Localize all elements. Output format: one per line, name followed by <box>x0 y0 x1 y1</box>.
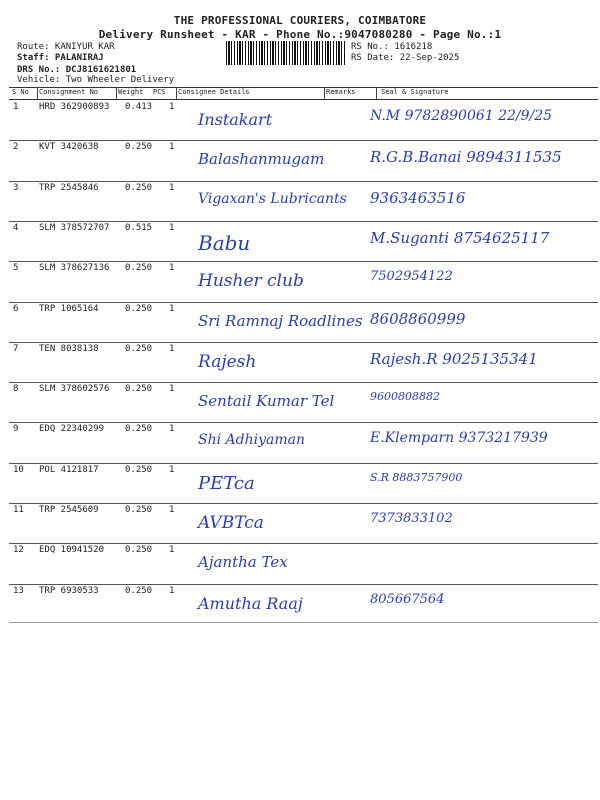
consignee-handwriting: Rajesh <box>198 351 257 372</box>
col-consignee: Consignee Details <box>178 88 250 96</box>
signature-handwriting: 7373833102 <box>370 511 453 526</box>
table-row <box>0 344 600 384</box>
table-row <box>0 384 600 424</box>
row-sno: 7 <box>13 343 19 354</box>
consignee-handwriting: Vigaxan's Lubricants <box>198 190 347 207</box>
row-sno: 9 <box>13 424 19 435</box>
row-pcs: 1 <box>169 303 175 314</box>
rs-date: RS Date: 22-Sep-2025 <box>351 53 460 63</box>
table-bottom-rule <box>9 622 598 623</box>
row-pcs: 1 <box>169 343 175 354</box>
table-row <box>0 102 600 142</box>
row-consignment-no: EDQ 22340299 <box>39 424 105 435</box>
row-consignment-no: TRP 1065164 <box>39 303 99 314</box>
table-row <box>0 223 600 263</box>
signature-handwriting: N.M 9782890061 22/9/25 <box>370 108 553 124</box>
table-row <box>0 304 600 344</box>
signature-handwriting: 8608860999 <box>370 309 466 328</box>
row-pcs: 1 <box>169 142 175 153</box>
consignee-handwriting: Balashanmugam <box>198 150 325 169</box>
row-divider <box>9 181 598 182</box>
table-row <box>0 142 600 182</box>
signature-handwriting: 9363463516 <box>370 188 466 207</box>
table-row <box>0 183 600 223</box>
table-row <box>0 505 600 545</box>
row-divider <box>9 584 598 585</box>
consignee-handwriting: AVBTca <box>198 513 264 533</box>
table-row <box>0 424 600 464</box>
consignee-handwriting: Amutha Raaj <box>198 593 303 613</box>
row-weight: 0.250 <box>125 464 153 475</box>
row-pcs: 1 <box>169 464 175 475</box>
col-weight: Weight <box>118 88 144 96</box>
row-pcs: 1 <box>169 263 175 274</box>
col-remarks: Remarks <box>326 88 356 96</box>
row-consignment-no: EDQ 10941520 <box>39 545 105 556</box>
row-sno: 1 <box>13 102 19 112</box>
consignee-handwriting: PETca <box>198 472 255 494</box>
table-row <box>0 465 600 505</box>
row-consignment-no: TRP 2545609 <box>39 505 99 515</box>
row-weight: 0.250 <box>125 343 153 354</box>
row-weight: 0.515 <box>125 222 153 233</box>
runsheet-subtitle: Delivery Runsheet - KAR - Phone No.:9047080280 - Page No.:1 <box>98 28 502 41</box>
col-consignment: Consignment No <box>39 88 99 96</box>
row-consignment-no: SLM 378602576 <box>39 384 110 395</box>
row-weight: 0.250 <box>125 424 153 435</box>
row-sno: 11 <box>13 505 24 515</box>
row-consignment-no: SLM 378572707 <box>39 222 110 233</box>
consignee-handwriting: Sentail Kumar Tel <box>198 392 335 411</box>
row-consignment-no: SLM 378627136 <box>39 263 110 274</box>
consignee-handwriting: Sri Ramnaj Roadlines <box>198 311 363 330</box>
barcode <box>226 41 346 65</box>
row-weight: 0.250 <box>125 384 153 395</box>
row-consignment-no: TRP 2545846 <box>39 182 99 193</box>
col-pcs: PCS <box>153 88 166 96</box>
row-weight: 0.250 <box>125 585 153 596</box>
row-sno: 8 <box>13 384 19 395</box>
row-sno: 10 <box>13 464 24 475</box>
row-pcs: 1 <box>169 585 175 596</box>
row-weight: 0.250 <box>125 545 153 556</box>
signature-handwriting: M.Suganti 8754625117 <box>370 228 550 247</box>
company-title: THE PROFESSIONAL COURIERS, COIMBATORE <box>173 14 427 27</box>
signature-handwriting: E.Klemparn 9373217939 <box>370 430 548 447</box>
signature-handwriting: 7502954122 <box>370 269 453 285</box>
route-label: Route: KANIYUR KAR <box>17 42 115 52</box>
row-weight: 0.250 <box>125 303 153 314</box>
vehicle-label: Vehicle: Two Wheeler Delivery <box>17 75 175 85</box>
row-sno: 13 <box>13 585 24 596</box>
rs-number: RS No.: 1616218 <box>351 42 433 52</box>
table-row <box>0 263 600 303</box>
row-weight: 0.413 <box>125 102 153 112</box>
table-row <box>0 586 600 626</box>
row-sno: 12 <box>13 545 24 556</box>
row-sno: 2 <box>13 142 19 153</box>
row-consignment-no: TEN 8038138 <box>39 343 99 354</box>
row-pcs: 1 <box>169 424 175 435</box>
row-consignment-no: KVT 3420638 <box>39 142 99 153</box>
row-pcs: 1 <box>169 545 175 556</box>
signature-handwriting: Rajesh.R 9025135341 <box>370 349 538 368</box>
row-sno: 5 <box>13 263 19 274</box>
row-weight: 0.250 <box>125 182 153 193</box>
row-divider <box>9 463 598 464</box>
signature-handwriting: S.R 8883757900 <box>370 470 463 484</box>
row-pcs: 1 <box>169 384 175 395</box>
col-seal: Seal & Signature <box>381 88 449 96</box>
header-bottom-rule <box>9 99 598 100</box>
consignee-handwriting: Ajantha Tex <box>198 553 288 572</box>
row-divider <box>9 543 598 544</box>
row-weight: 0.250 <box>125 505 153 515</box>
row-weight: 0.250 <box>125 142 153 153</box>
row-consignment-no: TRP 6930533 <box>39 585 99 596</box>
col-sno: S No <box>12 88 29 96</box>
row-pcs: 1 <box>169 182 175 193</box>
table-row <box>0 545 600 585</box>
consignee-handwriting: Husher club <box>198 271 304 292</box>
consignee-handwriting: Babu <box>198 230 251 255</box>
row-consignment-no: HRD 362900893 <box>39 102 110 112</box>
consignee-handwriting: Instakart <box>198 110 273 129</box>
row-divider <box>9 422 598 423</box>
row-divider <box>9 261 598 262</box>
row-divider <box>9 302 598 303</box>
row-pcs: 1 <box>169 102 175 112</box>
row-weight: 0.250 <box>125 263 153 274</box>
row-sno: 4 <box>13 222 19 233</box>
row-sno: 3 <box>13 182 19 193</box>
consignee-handwriting: Shi Adhiyaman <box>198 432 305 449</box>
row-sno: 6 <box>13 303 19 314</box>
staff-label: Staff: PALANIRAJ <box>17 53 104 63</box>
row-consignment-no: POL 4121817 <box>39 464 99 475</box>
row-divider <box>9 221 598 222</box>
drs-label: DRS No.: DCJ8161621801 <box>17 65 137 75</box>
row-divider <box>9 503 598 504</box>
row-divider <box>9 382 598 383</box>
signature-handwriting: 805667564 <box>370 591 445 607</box>
row-divider <box>9 342 598 343</box>
row-pcs: 1 <box>169 505 175 515</box>
row-pcs: 1 <box>169 222 175 233</box>
signature-handwriting: 9600808882 <box>370 390 440 404</box>
row-divider <box>9 140 598 141</box>
signature-handwriting: R.G.B.Banai 9894311535 <box>370 148 562 167</box>
